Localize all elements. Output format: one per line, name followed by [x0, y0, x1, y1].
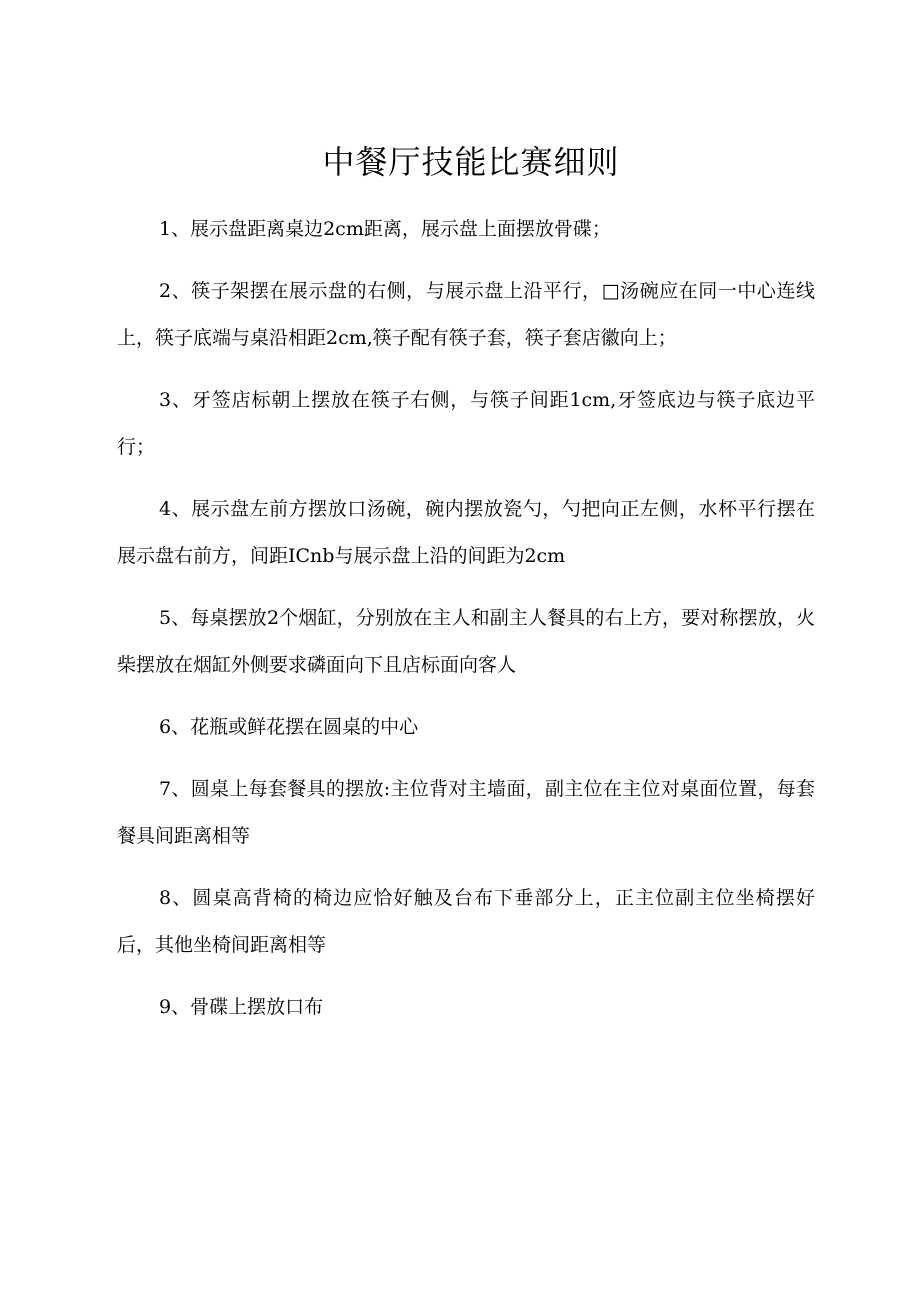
rule-item-3: 3、牙签店标朝上摆放在筷子右侧，与筷子间距1cm,牙签底边与筷子底边平行；: [117, 389, 815, 458]
rule-item-7: 7、圆桌上每套餐具的摆放:主位背对主墙面，副主位在主位对桌面位置，每套餐具间距离相等: [117, 778, 815, 847]
rule-item-4: 4、展示盘左前方摆放口汤碗，碗内摆放瓷勺，勺把向正左侧，水杯平行摆在展示盘右前方，间距ICnb与展示盘上沿的间距为2cm: [117, 498, 815, 567]
rule-item-5: 5、每桌摆放2个烟缸，分别放在主人和副主人餐具的右上方，要对称摆放，火柴摆放在烟缸外侧要求磷面向下且店标面向客人: [117, 607, 815, 676]
rule-item-6: 6、花瓶或鲜花摆在圆桌的中心: [159, 716, 419, 738]
rule-item-2: 2、筷子架摆在展示盘的右侧，与展示盘上沿平行，□汤碗应在同一中心连线上，筷子底端与桌沿相距2cm,筷子配有筷子套，筷子套店徽向上；: [117, 280, 815, 349]
rule-item-8: 8、圆桌高背椅的椅边应恰好触及台布下垂部分上，正主位副主位坐椅摆好后，其他坐椅间距离相等: [117, 887, 815, 956]
document-title: 中餐厅技能比赛细则: [322, 143, 620, 181]
rule-item-1: 1、展示盘距离桌边2cm距离，展示盘上面摆放骨碟；: [159, 218, 611, 240]
rule-item-9: 9、骨碟上摆放口布: [159, 996, 324, 1018]
rules-list: [117, 206, 815, 1031]
